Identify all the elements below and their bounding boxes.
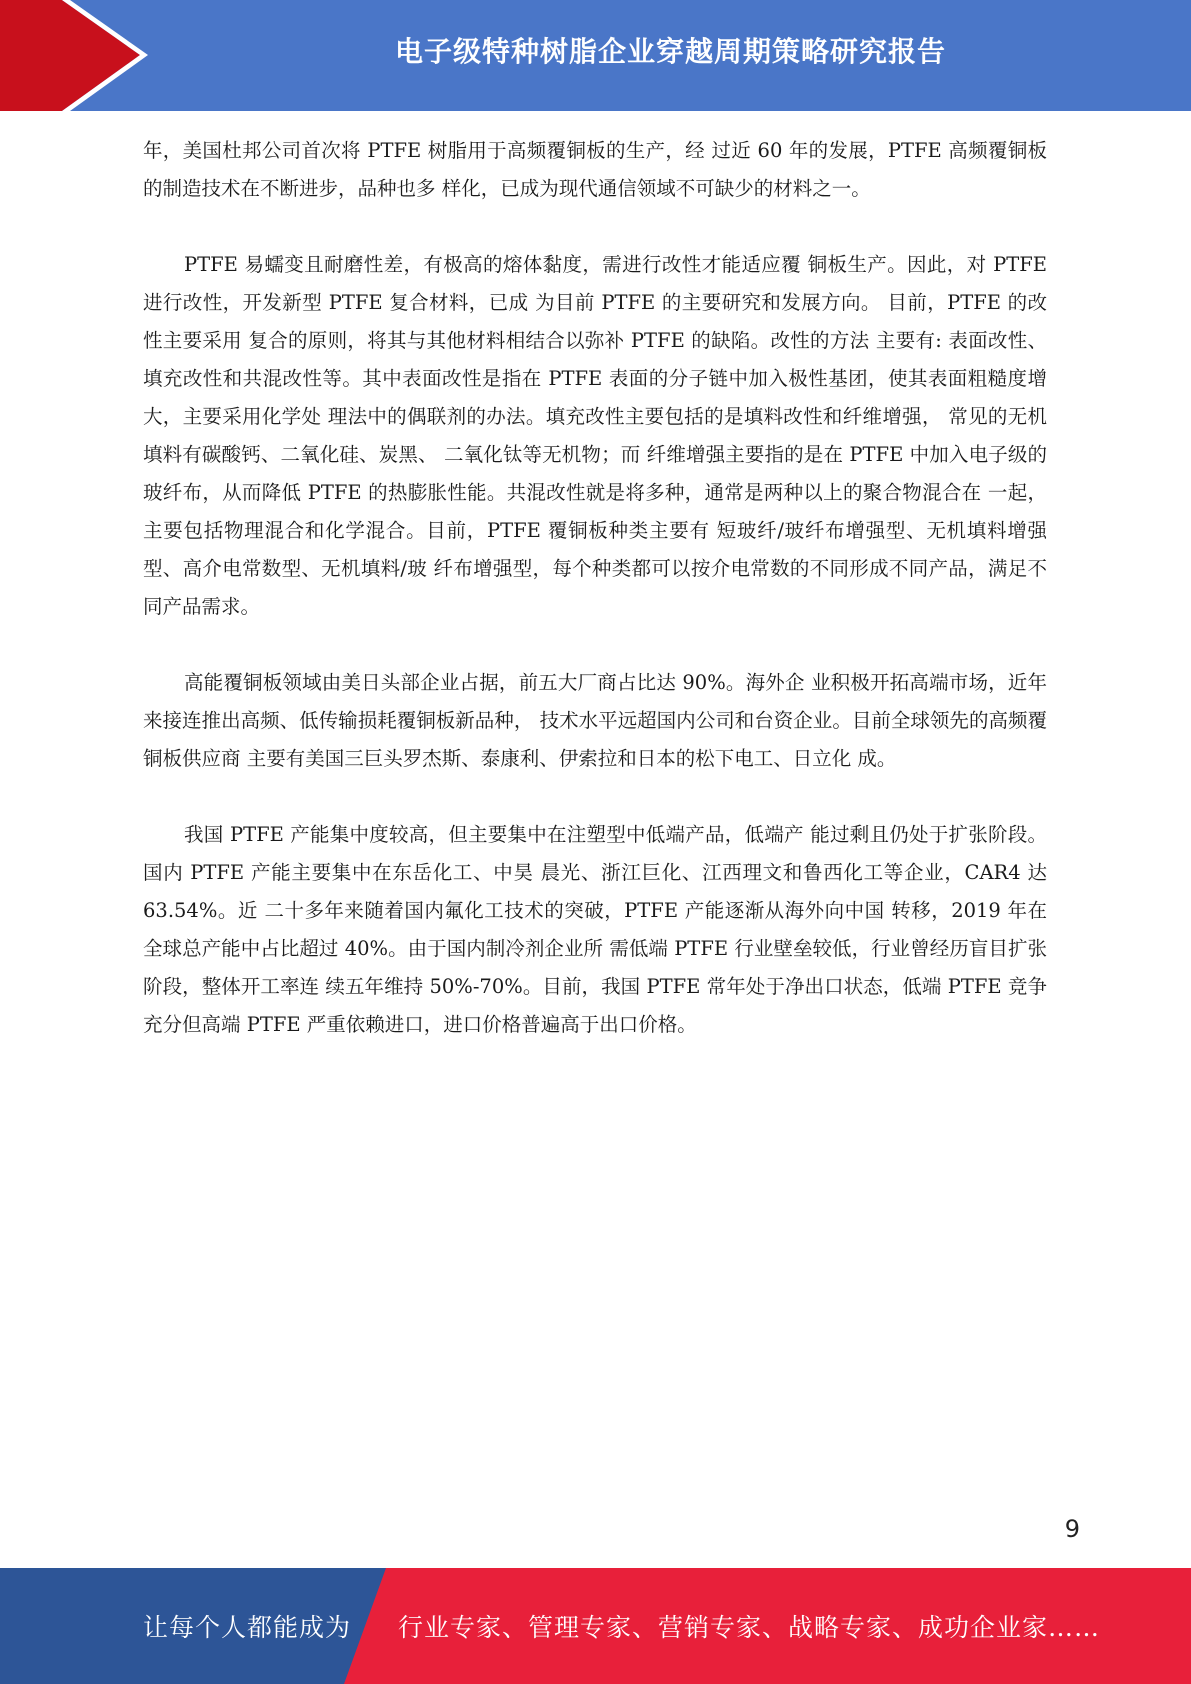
footer-slogan-left: 让每个人都能成为 [143, 1613, 352, 1642]
page-header [0, 0, 1191, 111]
report-title: 电子级特种树脂企业穿越周期策略研究报告 [394, 35, 946, 68]
page-number: 9 [1064, 1515, 1080, 1543]
paragraph-2: PTFE 易蠕变且耐磨性差，有极高的熔体黏度，需进行改性才能适应覆 铜板生产。因此，对 PTFE 进行改性，开发新型 PTFE 复合材料，已成 为目前 PTFE 的主要研究和发展方向。 目前，PTFE 的改性主要采用 复合的原则，将其与其他材料相结合以弥补 PTFE 的缺陷。改性的方法 主要有: 表面改性、填充改性和共混改性等。其中表面改性是指在 PTFE 表面的分子链中加入极性基团，使其表面粗糙度增大，主要采用化学处 理法中的偶联剂的办法。填充改性主要包括的是填料改性和纤维增强， 常见的无机填料有碳酸钙、二氧化硅、炭黑、 二氧化钛等无机物；而 纤维增强主要指的是在 PTFE 中加入电子级的玻纤布，从而降低 PTFE 的热膨胀性能。共混改性就是将多种，通常是两种以上的聚合物混合在 一起，主要包括物理混合和化学混合。目前，PTFE 覆铜板种类主要有 短玻纤/玻纤布增强型、无机填料增强型、高介电常数型、无机填料/玻 纤布增强型，每个种类都可以按介电常数的不同形成不同产品，满足不 同产品需求。 [143, 253, 1047, 618]
paragraph-1: 年，美国杜邦公司首次将 PTFE 树脂用于高频覆铜板的生产，经 过近 60 年的发展，PTFE 高频覆铜板的制造技术在不断进步，品种也多 样化，已成为现代通信领域不可缺少的材料之一。 [143, 139, 1047, 200]
body-content [143, 132, 1047, 1082]
paragraph-4: 我国 PTFE 产能集中度较高，但主要集中在注塑型中低端产品，低端产 能过剩且仍处于扩张阶段。国内 PTFE 产能主要集中在东岳化工、中昊 晨光、浙江巨化、江西理文和鲁西化工等企业，CAR4 达 63.54%。近 二十多年来随着国内氟化工技术的突破，PTFE 产能逐渐从海外向中国 转移，2019 年在全球总产能中占比超过 40%。由于国内制冷剂企业所 需低端 PTFE 行业壁垒较低，行业曾经历盲目扩张阶段，整体开工率连 续五年维持 50%-70%。目前，我国 PTFE 常年处于净出口状态，低端 PTFE 竞争充分但高端 PTFE 严重依赖进口，进口价格普遍高于出口价格。 [143, 823, 1047, 1036]
paragraph-3: 高能覆铜板领域由美日头部企业占据，前五大厂商占比达 90%。海外企 业积极开拓高端市场，近年来接连推出高频、低传输损耗覆铜板新品种， 技术水平远超国内公司和台资企业。目前全球领先的高频覆铜板供应商 主要有美国三巨头罗杰斯、泰康利、伊索拉和日本的松下电工、日立化 成。 [143, 671, 1047, 770]
red-chevron-shape [0, 0, 160, 111]
footer-slogan-right: 行业专家、管理专家、营销专家、战略专家、成功企业家…… [398, 1613, 1101, 1642]
page-footer [0, 1568, 1191, 1684]
